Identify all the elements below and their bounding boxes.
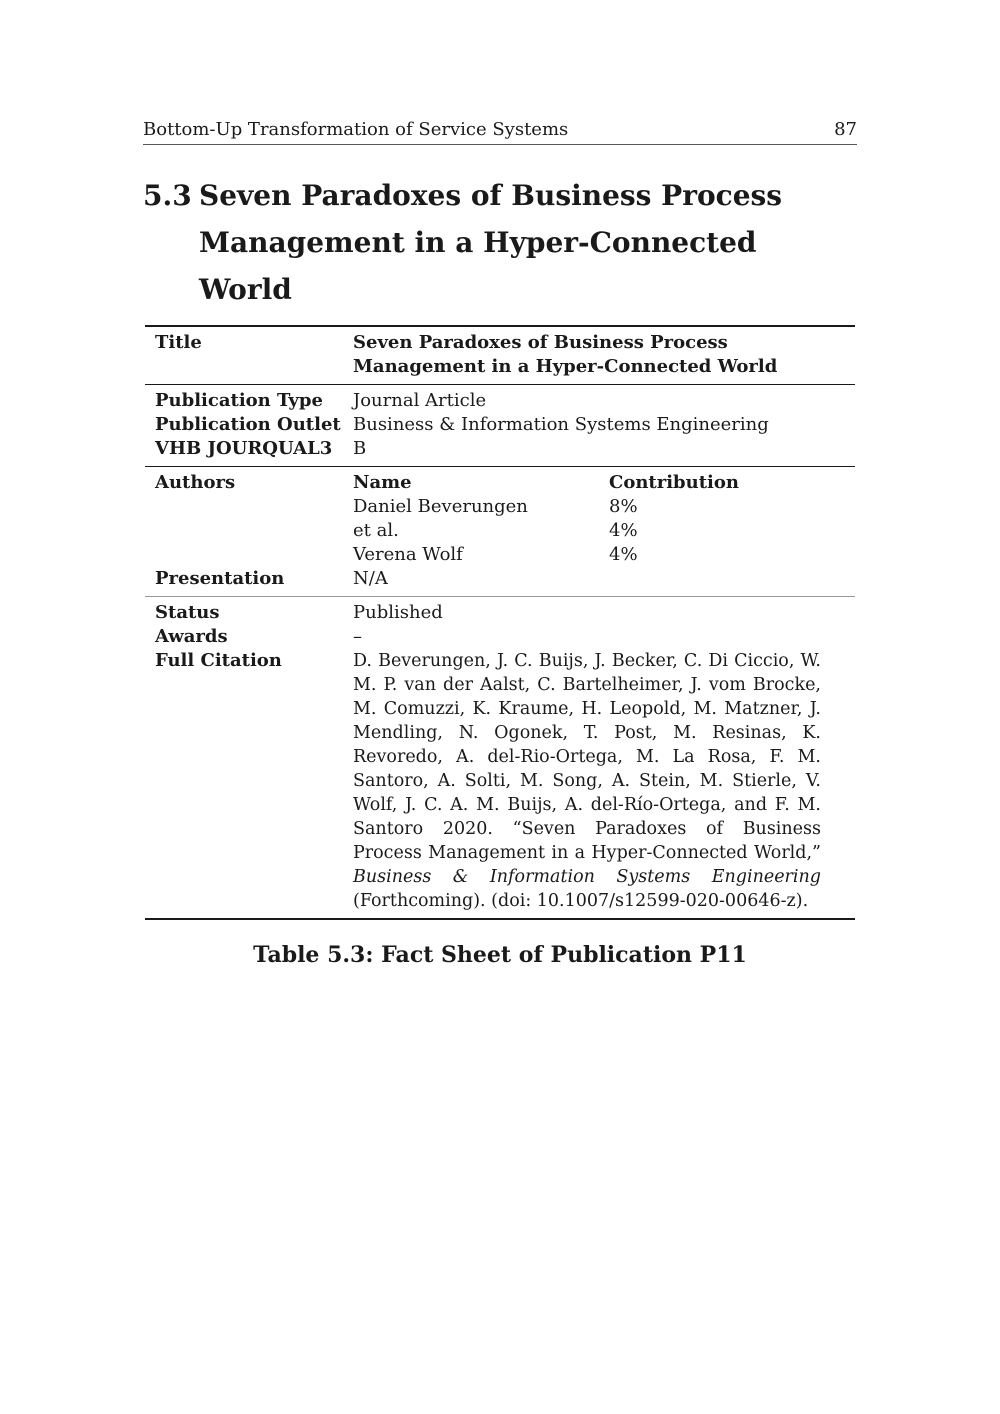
presentation-label: Presentation (155, 568, 285, 589)
citation-journal: Business & Information Systems Engineering (353, 867, 821, 887)
fact-sheet-table (145, 325, 855, 920)
status-label: Status (155, 602, 220, 623)
status-value: Published (353, 602, 443, 623)
publication-type-label: Publication Type (155, 390, 323, 411)
presentation-value: N/A (353, 568, 388, 589)
running-head-title: Bottom-Up Transformation of Service Systems (143, 119, 569, 140)
author-name: Daniel Beverungen (353, 496, 528, 517)
citation-authors-title: D. Beverungen, J. C. Buijs, J. Becker, C. Di Ciccio, W. M. P. van der Aalst, C. Bartelheimer, J. vom Brocke, M. Comuzzi, K. Kraume, H. Leopold, M. Matzner, J. Mendling, N. Ogonek, T. Post, M. Resinas, K. Revoredo, A. del-Rio-Ortega, M. La Rosa, F. M. Santoro, A. Solti, M. Song, A. Stein, M. Stierle, V. Wolf, J. C. A. M. Buijs, A. del-Río-Ortega, and F. M. Santoro 2020. “Seven Paradoxes of Business Process Management in a Hyper-Connected World,” (353, 651, 821, 863)
section-title: Seven Paradoxes of Business Process Management in a Hyper-Connected World (199, 179, 783, 306)
author-contribution: 8% (609, 496, 638, 517)
authors-block (145, 466, 855, 596)
citation-doi: (Forthcoming). (doi: 10.1007/s12599-020-00646-z). (353, 891, 809, 911)
awards-value: – (353, 626, 362, 647)
author-row (353, 543, 821, 567)
author-name: Verena Wolf (353, 544, 463, 565)
authors-header-name: Name (353, 472, 412, 493)
author-row (353, 519, 821, 543)
full-citation-text (353, 649, 821, 913)
vhb-jourqual-label: VHB JOURQUAL3 (155, 438, 333, 459)
vhb-jourqual-value: B (353, 438, 367, 459)
title-value: Seven Paradoxes of Business Process Management in a Hyper-Connected World (353, 332, 778, 377)
awards-label: Awards (155, 626, 228, 647)
author-row (353, 495, 821, 519)
status-block (145, 596, 855, 918)
table-bottom-rule (145, 918, 855, 920)
author-contribution: 4% (609, 520, 638, 541)
author-name: et al. (353, 520, 399, 541)
page-number: 87 (834, 119, 857, 140)
title-label: Title (155, 332, 202, 353)
section-number: 5.3 (143, 179, 192, 212)
publication-outlet-label: Publication Outlet (155, 414, 341, 435)
authors-header-contribution: Contribution (609, 472, 739, 493)
table-caption: Table 5.3: Fact Sheet of Publication P11 (253, 942, 747, 968)
full-citation-label: Full Citation (155, 650, 282, 671)
authors-header-row (353, 471, 821, 495)
title-block (145, 325, 855, 384)
publication-outlet-value: Business & Information Systems Engineering (353, 414, 769, 435)
publication-type-value: Journal Article (353, 390, 487, 411)
authors-list (353, 471, 821, 567)
publication-block (145, 384, 855, 466)
authors-label: Authors (155, 472, 236, 493)
author-contribution: 4% (609, 544, 638, 565)
running-head (143, 118, 857, 145)
